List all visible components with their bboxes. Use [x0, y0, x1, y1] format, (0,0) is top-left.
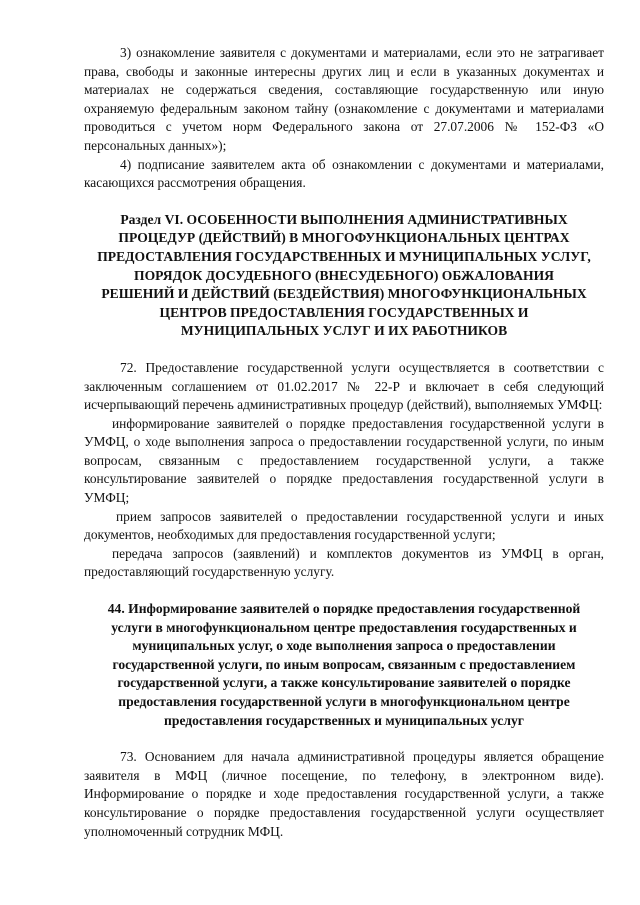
paragraph-72: 72. Предоставление государственной услуги осуществляется в соответствии с заключенным соглашением от 01.02.2017 № 22-Р и включает в себя следующий исчерпывающий перечень административных процедур (действий), выполняемых УМФЦ: [84, 359, 604, 413]
list-item-informing: информирование заявителей о порядке предоставления государственной услуги в УМФЦ, о ходе выполнения запроса о предоставлении государственной услуги, по иным вопросам, связанным с предоставлением государственной услуги, а также консультирование заявителей о порядке предоставления государственной услуги в УМФЦ; [84, 415, 604, 506]
paragraph-item-3: 3) ознакомление заявителя с документами и материалами, если это не затрагивает права, свободы и законные интересны других лиц и если в указанных документах и материалах не содержаться сведения, составляющие государственную или иную охраняемую федеральным законом тайну (ознакомление с документами и материалами проводиться с учетом норм Федерального закона от 27.07.2006 № 152-ФЗ «О персональных данных»); [84, 45, 604, 153]
subsection-heading: 44. Информирование заявителей о порядке предоставления государственной услуги в многофункциональном центре предоставления государственных и муниципальных услуг, о ходе выполнения запроса о предоставлении государственной услуги, по иным вопросам, связанным с предоставлением государственной услуги, а также консультирование заявителей о порядке предоставления государственной услуги в многофункциональном центре предоставления государственных и муниципальных услуг [107, 601, 581, 728]
section-heading: Раздел VI. ОСОБЕННОСТИ ВЫПОЛНЕНИЯ АДМИНИСТРАТИВНЫХ ПРОЦЕДУР (ДЕЙСТВИЙ) В МНОГОФУНКЦИОНАЛЬНЫХ ЦЕНТРАХ ПРЕДОСТАВЛЕНИЯ ГОСУДАРСТВЕННЫХ И МУНИЦИПАЛЬНЫХ УСЛУГ, ПОРЯДОК ДОСУДЕБНОГО (ВНЕСУДЕБНОГО) ОБЖАЛОВАНИЯ РЕШЕНИЙ И ДЕЙСТВИЙ (БЕЗДЕЙСТВИЯ) МНОГОФУНКЦИОНАЛЬНЫХ ЦЕНТРОВ ПРЕДОСТАВЛЕНИЯ ГОСУДАРСТВЕННЫХ И МУНИЦИПАЛЬНЫХ УСЛУГ И ИХ РАБОТНИКОВ [97, 211, 591, 339]
list-item-reception: прием запросов заявителей о предоставлении государственной услуги и иных документов, необходимых для предоставления государственной услуги; [84, 508, 604, 543]
paragraph-73: 73. Основанием для начала административной процедуры является обращение заявителя в МФЦ (личное посещение, по телефону, в электронном виде). Информирование о порядке и ходе предоставления государственной услуги, а также консультирование о порядке предоставления государственной услуги осуществляет уполномоченный сотрудник МФЦ. [84, 749, 604, 839]
list-item-transfer: передача запросов (заявлений) и комплектов документов из УМФЦ в орган, предоставляющий государственную услугу. [84, 545, 604, 580]
paragraph-item-4: 4) подписание заявителем акта об ознакомлении с документами и материалами, касающихся рассмотрения обращения. [84, 156, 604, 191]
